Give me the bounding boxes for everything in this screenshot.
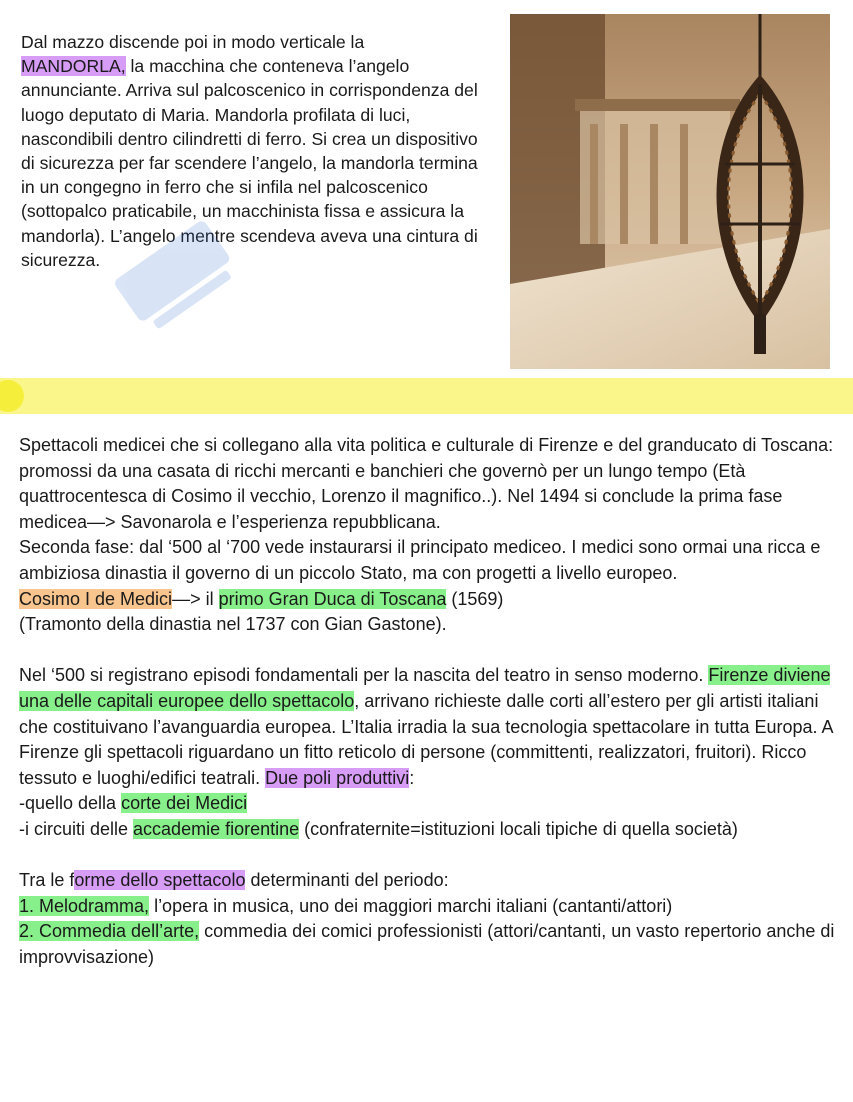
firenze-highlight: Firenze diviene una delle capitali europee dello spettacolo — [19, 665, 831, 711]
paragraph-seconda-fase: Seconda fase: dal ‘500 al ‘700 vede instaurarsi il principato mediceo. I medici sono ormai una ricca e ambiziosa dinastia il governo di un piccolo Stato, ma con progetti a livello europeo. — [19, 537, 821, 583]
intro-body: la macchina che conteneva l’angelo annunciante. Arriva sul palcoscenico in corrispondenza del luogo deputato di Maria. Mandorla profilata di luci, nascondibili dentro cilindretti di ferro. Si crea un dispositivo di sicurezza per far scendere l’angelo, la mandorla termina in un congegno in ferro che si infila nel palcoscenico (sottopalco praticabile, un macchinista fissa e assicura la mandorla). L’angelo mentre scendeva aveva una cintura di sicurezza. — [21, 56, 478, 270]
paragraph-cinquecento — [19, 663, 839, 791]
paragraph-forme — [19, 868, 839, 894]
paragraph-cosimo — [19, 587, 839, 613]
item2-prefix: -i circuiti delle — [19, 818, 134, 839]
mandorla-machine-photo — [510, 14, 830, 369]
commedia-number: 2 — [19, 921, 30, 942]
forme-prefix: Tra le f — [19, 870, 75, 891]
list-item-melodramma — [19, 894, 839, 920]
mandorla-highlight: MANDORLA, — [21, 56, 126, 77]
poli-highlight: Due poli produttivi — [265, 767, 410, 788]
melodramma-rest: l’opera in musica, uno dei maggiori marchi italiani (cantanti/attori) — [149, 895, 673, 916]
cinquecento-rest: , arrivano richieste dalle corti all’estero per gli artisti italiani che costituivano l’avanguardia europea. L’Italia irradia la sua tecnologia spettacolare in tutta Europa. A Firenze gli spettacoli riguardano un fitto reticolo di persone (committenti, realizzatori, fruitori). Ricco tessuto e luoghi/edifici teatrali. — [19, 690, 833, 788]
forme-highlight: orme dello spettacolo — [74, 870, 246, 891]
cosimo-highlight: Cosimo I de Medici — [19, 588, 173, 609]
yellow-highlight-band — [0, 378, 853, 414]
intro-paragraph — [21, 30, 491, 272]
commedia-rest: commedia dei comici professionisti (attori/cantanti, un vasto repertorio anche di improvvisazione) — [19, 921, 835, 967]
melodramma-highlight: . Melodramma, — [29, 895, 150, 916]
item1-prefix: -quello della — [19, 793, 122, 814]
item2-rest: (confraternite=istituzioni locali tipiche di quella società) — [299, 818, 738, 839]
granduca-highlight: primo Gran Duca di Toscana — [218, 588, 447, 609]
corte-highlight: corte dei Medici — [121, 793, 248, 814]
commedia-highlight: . Commedia dell’arte, — [29, 921, 200, 942]
melodramma-number: 1 — [19, 895, 30, 916]
list-item-corte — [19, 791, 839, 817]
accademie-highlight: accademie fiorentine — [133, 818, 300, 839]
arrow-il: —> il — [172, 588, 219, 609]
intro-line1: Dal mazzo discende poi in modo verticale la — [21, 32, 365, 52]
poli-colon: : — [409, 767, 415, 788]
cinquecento-start: Nel ‘500 si registrano episodi fondamentali per la nascita del teatro in senso moderno. — [19, 665, 709, 686]
main-text — [19, 433, 839, 970]
paragraph-tramonto: (Tramonto della dinastia nel 1737 con Gian Gastone). — [19, 614, 447, 635]
forme-rest: determinanti del periodo: — [245, 870, 449, 891]
list-item-accademie — [19, 817, 839, 843]
list-item-commedia — [19, 919, 839, 970]
year-text: (1569) — [446, 588, 504, 609]
paragraph-medici-intro: Spettacoli medicei che si collegano alla vita politica e culturale di Firenze e del granducato di Toscana: promossi da una casata di ricchi mercanti e banchieri che governò per un lungo tempo (Età quattrocentesca di Cosimo il vecchio, Lorenzo il magnifico..). Nel 1494 si conclude la prima fase medicea—> Savonarola e l’esperienza repubblicana. — [19, 435, 834, 532]
